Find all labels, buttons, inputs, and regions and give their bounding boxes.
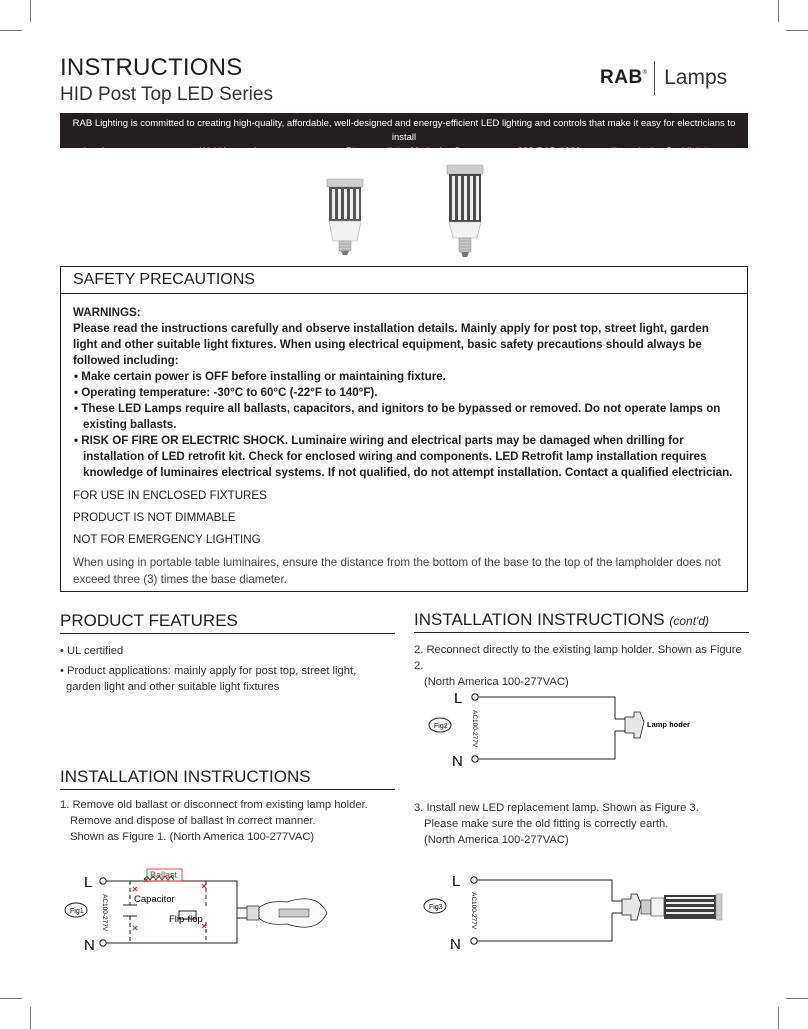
step2-text: (North America 100-277VAC) [424,676,569,688]
step3-block [414,800,749,848]
warning-bullet: • Make certain power is OFF before installing or maintaining fixture. [74,370,446,383]
warning-bullet: • Operating temperature: -30°C to 60°C (-22°F to 140°F). [74,386,378,399]
step1-text: 1. Remove old ballast or disconnect from existing lamp holder. [60,799,368,811]
fig2-line-label: L [454,690,463,707]
hid-bulb [247,899,327,927]
installation-contd-heading [414,610,749,633]
fig1-voltage-label: AC100-277V [101,894,108,932]
figure-3-diagram [420,868,740,952]
fig3-voltage-label: AC100-277V [470,892,477,930]
installation-section [60,767,395,845]
crop-mark [30,0,31,22]
banner-line: RAB Lighting is committed to creating high-quality, affordable, well-designed and energy-efficient LED lighting and controls that make it easy for electricians to install [72,118,736,143]
warnings-intro: Please read the instructions carefully and observe installation details. Mainly apply for post top, street light, garden light and other suitable light fixtures. When using electrical equipment, basic safety precautions should always be followed including: [73,322,709,367]
safety-heading: SAFETY PRECAUTIONS [61,267,747,294]
enclosed-notice: FOR USE IN ENCLOSED FIXTURES [73,489,267,502]
figure-2-diagram [420,686,740,770]
emergency-notice: NOT FOR EMERGENCY LIGHTING [73,533,261,546]
installation-contd-section [414,610,749,690]
step3-text: (North America 100-277VAC) [424,834,569,846]
fig3-line-label: L [452,873,461,890]
safety-body [73,305,733,588]
logo-product-text: Lamps [664,66,728,89]
step3-text: Please make sure the old fitting is correctly earth. [424,818,669,830]
fig1-neutral-label: N [84,937,95,954]
page-title: INSTRUCTIONS [60,54,243,81]
capacitor-label: Capacitor [134,894,175,905]
dimmable-notice: PRODUCT IS NOT DIMMABLE [73,511,236,524]
lamp-holder-label: Lamp hoder [647,720,690,729]
safety-precautions-box [60,266,748,592]
warnings-label: WARNINGS: [73,306,141,319]
fig3-label: Fig3 [429,904,443,911]
feature-item: • UL certified [60,645,124,657]
step3-text: 3. Install new LED replacement lamp. Shown as Figure 3. [414,802,699,814]
lamp-image-small [320,175,370,260]
step1-text: Shown as Figure 1. (North America 100-277VAC) [70,831,315,843]
figure-1-diagram [62,862,392,962]
lamp-image-large [440,162,490,260]
fig2-neutral-label: N [452,753,463,770]
banner-line: and end users to save energy. We'd love to hear your comments. Please call the Marketing Department at 888-RAB-1000 or email: marketing@rablighting.com [70,146,738,157]
logo-brand-text: RAB [600,67,643,88]
ballast-label: Ballast [150,870,178,880]
crop-mark [0,998,22,999]
warning-bullet: • RISK OF FIRE OR ELECTRIC SHOCK. Luminaire wiring and electrical parts may be damaged when drilling for installation of LED retrofit kit. Check for enclosed wiring and components. LED Retrofit lamp installation requires knowledge of luminaires electrical systems. If not qualified, do not attempt installation. Contact a qualified electrician. [74,434,733,479]
step1-text: Remove and dispose of ballast in correct manner. [70,815,316,827]
crop-mark [786,998,808,999]
crop-mark [778,1007,779,1029]
fig1-line-label: L [84,874,93,891]
led-lamp-installed [641,894,722,920]
intro-banner [60,113,748,157]
portable-luminaire-note: When using in portable table luminaires, ensure the distance from the bottom of the base to the top of the lampholder does not exceed three (3) times the base diameter. [73,556,721,586]
installation-contd-title: INSTALLATION INSTRUCTIONS [414,610,665,629]
warning-bullet: • These LED Lamps require all ballasts, capacitors, and ignitors to be bypassed or removed. Do not operate lamps on existing ballasts. [74,402,721,431]
fig2-voltage-label: AC100-277V [471,710,478,748]
crop-mark [30,1007,31,1029]
product-features-section [60,611,395,695]
installation-heading: INSTALLATION INSTRUCTIONS [60,767,395,790]
contd-suffix: (cont'd) [669,614,709,628]
logo-divider [654,61,655,95]
flip-flop-label: Flip-flop [169,914,203,925]
crop-mark [0,30,22,31]
fig2-label: Fig2 [434,723,448,730]
fig1-label: Fig1 [70,908,84,915]
step2-text: 2. Reconnect directly to the existing lamp holder. Shown as Figure 2. [414,644,742,672]
brand-logo: RAB ® Lamps [600,62,727,94]
fig3-neutral-label: N [450,936,461,952]
page-subtitle: HID Post Top LED Series [60,84,273,105]
feature-item: • Product applications: mainly apply for post top, street light, garden light and other suitable light fixtures [60,665,357,693]
product-features-heading: PRODUCT FEATURES [60,611,395,634]
crop-mark [786,30,808,31]
crop-mark [778,0,779,22]
